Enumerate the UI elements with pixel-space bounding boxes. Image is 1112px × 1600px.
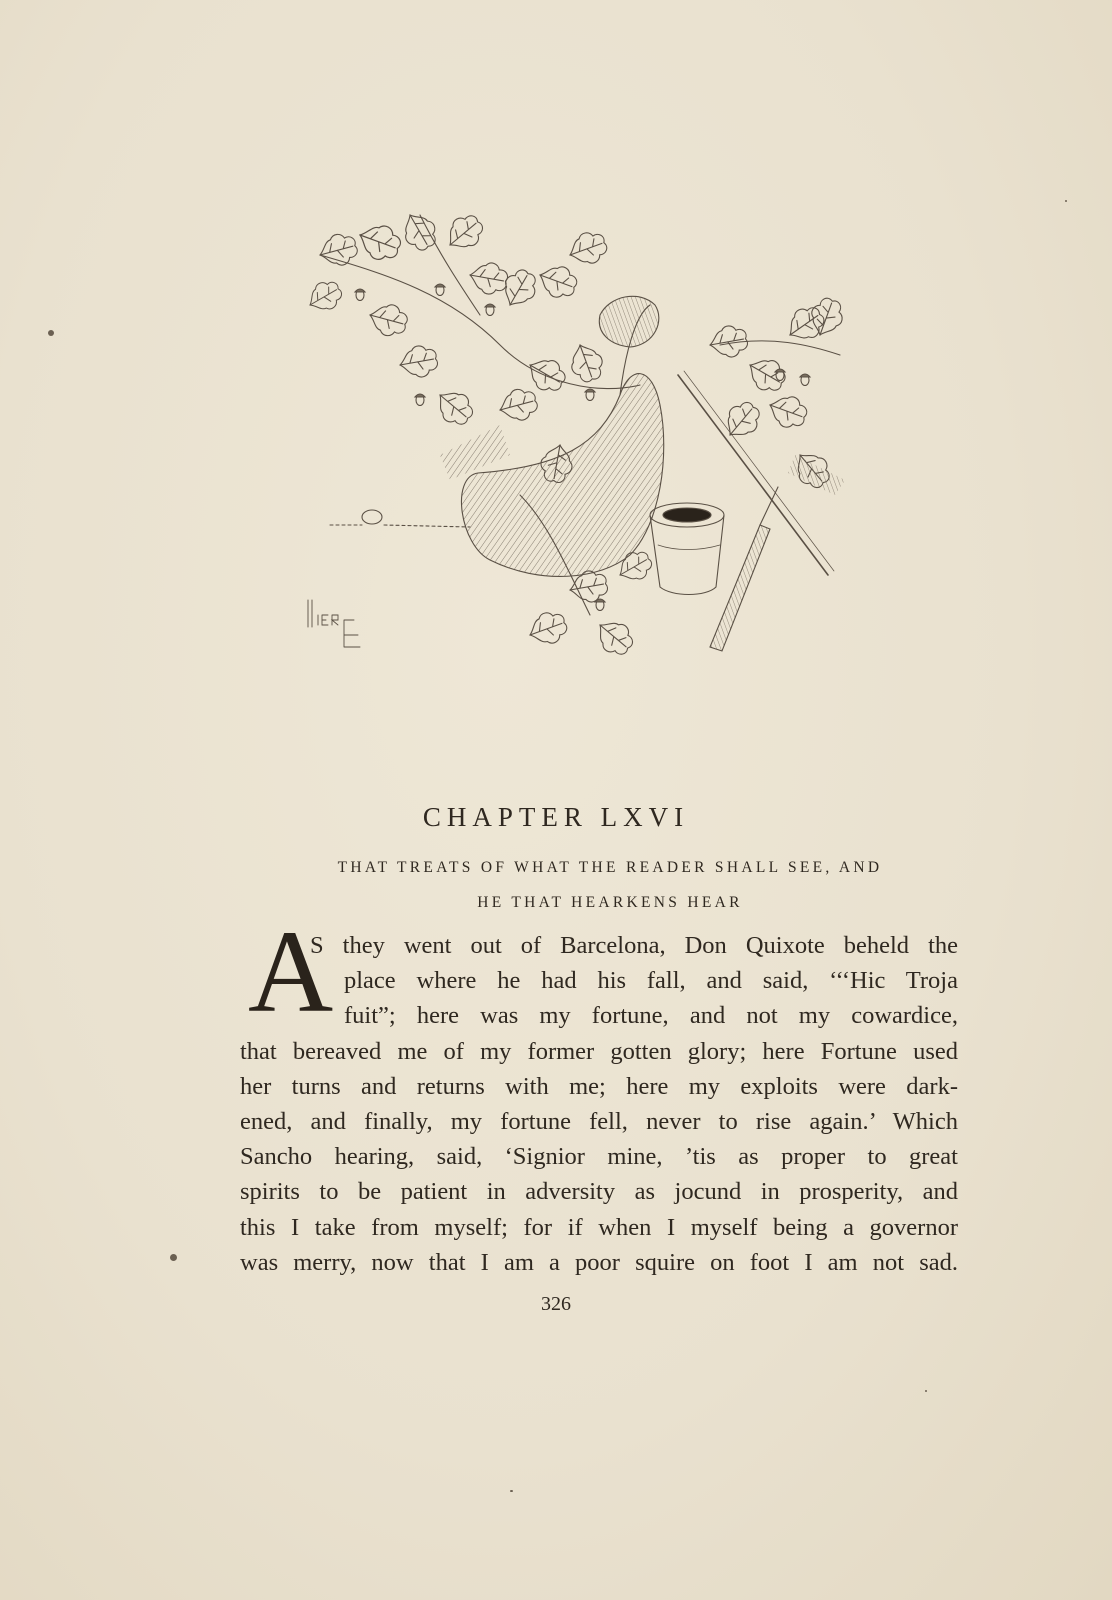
text-line: her turns and returns with me; here my exploits were dark- — [240, 1073, 958, 1100]
paper-speck — [1065, 200, 1067, 202]
cup — [650, 503, 724, 595]
drop-cap: A — [248, 906, 334, 1037]
text-line: this I take from myself; for if when I myself being a governor — [240, 1214, 958, 1241]
paper-speck — [48, 330, 54, 336]
text-line: ened, and finally, my fortune fell, never to rise again.’ Which — [240, 1108, 958, 1135]
artist-signature — [308, 600, 360, 647]
chapter-vignette-illustration — [300, 195, 900, 695]
page-number: 326 — [541, 1293, 571, 1315]
dish — [330, 510, 470, 527]
chapter-subtitle-line-1: THAT TREATS OF WHAT THE READER SHALL SEE, AND — [337, 859, 883, 876]
chapter-subtitle — [240, 850, 980, 920]
paper-speck — [170, 1254, 177, 1261]
paper-speck — [510, 1490, 513, 1492]
chapter-title: CHAPTER LXVI — [422, 802, 690, 832]
text-line: was merry, now that I am a poor squire on foot I am not sad. — [240, 1249, 958, 1276]
oak-branches — [303, 207, 847, 661]
text-line: that bereaved me of my former gotten glory; here Fortune used — [240, 1038, 958, 1065]
text-line: place where he had his fall, and said, ‘‘‘Hic Troja — [344, 967, 958, 994]
chapter-subtitle-line-2: HE THAT HEARKENS HEAR — [477, 894, 743, 911]
text-line: spirits to be patient in adversity as jocund in prosperity, and — [240, 1178, 958, 1205]
text-line: S they went out of Barcelona, Don Quixote beheld the — [310, 932, 958, 959]
paper-speck — [925, 1390, 927, 1392]
text-line: fuit”; here was my fortune, and not my cowardice, — [344, 1002, 958, 1029]
text-line: Sancho hearing, said, ‘Signior mine, ’tis as proper to great — [240, 1143, 958, 1170]
